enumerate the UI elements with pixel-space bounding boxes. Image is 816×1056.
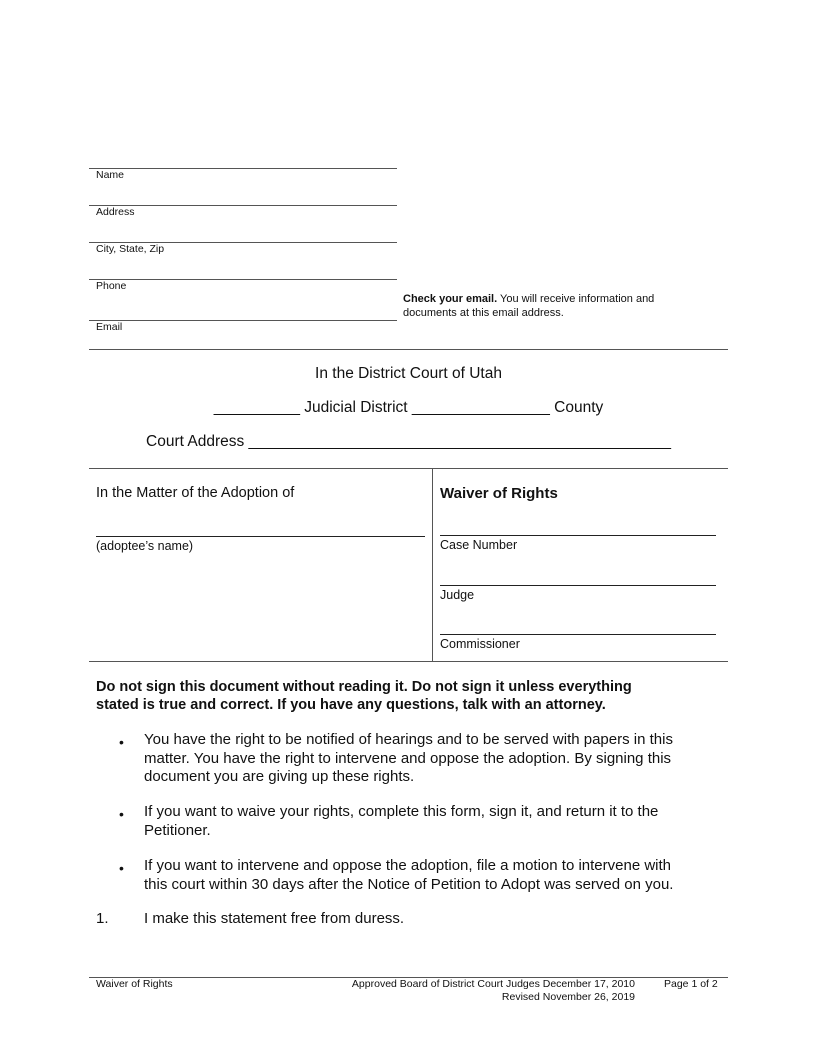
caption-bottom-line <box>89 661 728 662</box>
footer-revised-line: Revised November 26, 2019 <box>501 990 635 1003</box>
judge-line <box>440 585 716 586</box>
bullet-3-text <box>144 857 744 894</box>
email-line <box>89 320 397 321</box>
paragraph-1-text: I make this statement free from duress. <box>144 910 405 927</box>
name-label: Name <box>96 169 125 181</box>
phone-label: Phone <box>96 280 127 292</box>
bullet-1-line-2: matter. You have the right to intervene and oppose the adoption. By signing this <box>144 749 672 767</box>
warning-line-2: stated is true and correct. If you have any questions, talk with an attorney. <box>96 697 606 713</box>
bullet-2-line-1: If you want to waive your rights, complete this form, sign it, and return it to the <box>144 803 659 820</box>
document-title: Waiver of Rights <box>440 485 558 502</box>
bullet-1-line-3: document you are giving up these rights. <box>144 768 415 785</box>
warning-line-1: Do not sign this document without reading it. Do not sign it unless everything <box>96 679 632 695</box>
phone-line <box>89 279 397 280</box>
bullet-2-symbol: • <box>119 806 124 822</box>
bullet-1-symbol: • <box>119 734 124 750</box>
bullet-3-symbol: • <box>119 860 124 876</box>
name-line <box>89 168 397 169</box>
footer-title: Waiver of Rights <box>96 978 173 990</box>
footer-page-number: Page 1 of 2 <box>664 978 718 990</box>
footer-approved-line: Approved Board of District Court Judges December 17, 2010 <box>351 978 635 990</box>
footer-approved <box>300 978 635 1003</box>
paragraph-1-number: 1. <box>96 910 109 927</box>
judge-label: Judge <box>440 588 475 602</box>
warning-text <box>96 678 736 714</box>
header-divider <box>89 349 728 350</box>
adoptee-name-line <box>96 536 425 537</box>
matter-title: In the Matter of the Adoption of <box>96 485 295 501</box>
court-line-1: In the District Court of Utah <box>315 365 502 382</box>
bullet-2-line-2: Petitioner. <box>144 821 211 839</box>
bullet-3-line-1: If you want to intervene and oppose the adoption, file a motion to intervene with <box>144 857 672 874</box>
email-note <box>403 292 703 320</box>
commissioner-line <box>440 634 716 635</box>
case-number-label: Case Number <box>440 538 518 552</box>
case-number-line <box>440 535 716 536</box>
address-label: Address <box>96 206 135 218</box>
bullet-3-line-2: this court within 30 days after the Notice of Petition to Adopt was served on you. <box>144 875 674 893</box>
court-line-2: __________ Judicial District ________________ County <box>213 399 604 416</box>
commissioner-label: Commissioner <box>440 637 520 651</box>
bullet-1-line-1: You have the right to be notified of hearings and to be served with papers in this <box>144 731 673 748</box>
bullet-2-text <box>144 803 744 840</box>
email-note-bold: Check your email. <box>403 293 498 305</box>
address-line <box>89 205 397 206</box>
email-label: Email <box>96 321 123 333</box>
adoptee-label: (adoptee’s name) <box>96 539 194 553</box>
city-label: City, State, Zip <box>96 243 165 255</box>
bullet-1-text <box>144 731 744 787</box>
caption-divider <box>432 468 433 661</box>
email-note-rest: You will receive information and <box>497 293 655 305</box>
court-address-line: Court Address _________________________________________________ <box>146 433 671 450</box>
caption-top-line <box>89 468 728 469</box>
email-note-line2: documents at this email address. <box>403 307 564 319</box>
